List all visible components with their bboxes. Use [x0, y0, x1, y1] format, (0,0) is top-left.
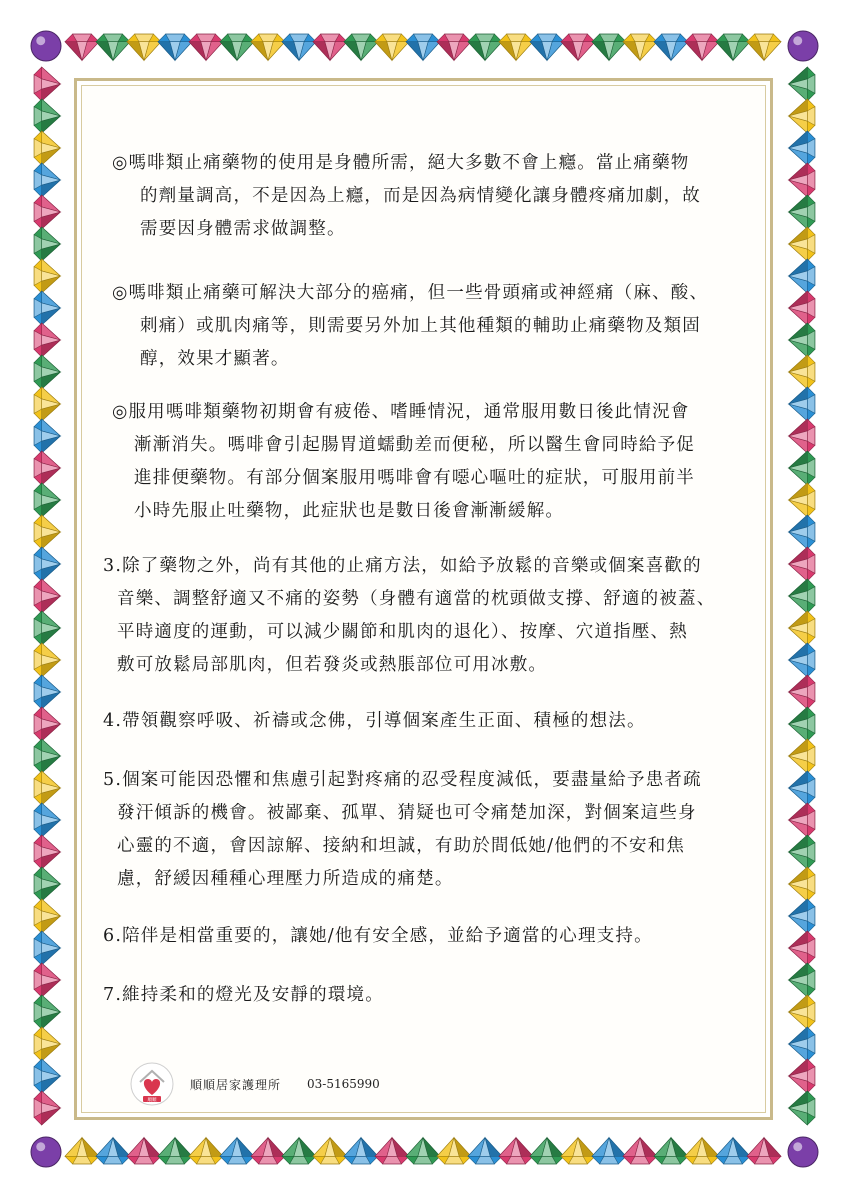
paragraph-line: ◎嗎啡類止痛藥物的使用是身體所需，絕大多數不會上癮。當止痛藥物 — [112, 147, 752, 180]
paragraph-p8 — [103, 979, 753, 1012]
paragraph-line: 7.維持柔和的燈光及安靜的環境。 — [103, 979, 753, 1012]
paragraph-p2 — [112, 277, 752, 376]
paragraph-marker: ◎ — [112, 402, 129, 422]
paragraph-p3 — [112, 396, 752, 528]
paragraph-p1 — [112, 147, 752, 246]
paragraph-line: ◎嗎啡類止痛藥可解決大部分的癌痛，但一些骨頭痛或神經痛（麻、酸、 — [112, 277, 752, 310]
paragraph-line: 音樂、調整舒適又不痛的姿勢（身體有適當的枕頭做支撐、舒適的被蓋、 — [117, 589, 716, 609]
paragraph-p4 — [103, 550, 753, 682]
paragraph-line: 平時適度的運動，可以減少關節和肌肉的退化）、按摩、穴道指壓、熱 — [117, 622, 688, 642]
paragraph-line: 的劑量調高，不是因為上癮，而是因為病情變化讓身體疼痛加劇，故 — [140, 186, 701, 206]
org-phone: 03-5165990 — [307, 1077, 380, 1091]
paragraph-p5 — [103, 705, 753, 738]
paragraph-line: 小時先服止吐藥物，此症狀也是數日後會漸漸緩解。 — [134, 501, 565, 521]
paragraph-line: 心靈的不適，會因諒解、接納和坦誠，有助於間低她/他們的不安和焦 — [117, 836, 686, 856]
paragraph-line: 慮，舒緩因種種心理壓力所造成的痛楚。 — [117, 869, 454, 889]
paragraph-marker: 6. — [103, 926, 123, 946]
paragraph-line: 需要因身體需求做調整。 — [140, 219, 346, 239]
paragraph-line: 6.陪伴是相當重要的，讓她/他有安全感，並給予適當的心理支持。 — [103, 920, 753, 953]
paragraph-marker: ◎ — [112, 283, 129, 303]
paragraph-line: 3.除了藥物之外，尚有其他的止痛方法，如給予放鬆的音樂或個案喜歡的 — [103, 550, 753, 583]
paragraph-line: 5.個案可能因恐懼和焦慮引起對疼痛的忍受程度減低，要盡量給予患者疏 — [103, 764, 753, 797]
paragraph-p7 — [103, 920, 753, 953]
paragraph-p6 — [103, 764, 753, 896]
paragraph-line: 漸漸消失。嗎啡會引起腸胃道蠕動差而便秘，所以醫生會同時給予促 — [134, 435, 695, 455]
org-name: 順順居家護理所 — [190, 1077, 282, 1092]
paragraph-line: 刺痛）或肌肉痛等，則需要另外加上其他種類的輔助止痛藥物及類固 — [140, 316, 701, 336]
paragraph-line: 敷可放鬆局部肌肉，但若發炎或熱脹部位可用冰敷。 — [117, 655, 548, 675]
paragraph-line: 發汗傾訴的機會。被鄙棄、孤單、猜疑也可令痛楚加深，對個案這些身 — [117, 803, 697, 823]
paragraph-line: 進排便藥物。有部分個案服用嗎啡會有噁心嘔吐的症狀，可服用前半 — [134, 468, 695, 488]
paragraph-line: ◎服用嗎啡類藥物初期會有疲倦、嗜睡情況，通常服用數日後此情況會 — [112, 396, 752, 429]
heart-house-logo-icon — [130, 1062, 174, 1106]
paragraph-marker: 7. — [103, 985, 123, 1005]
paragraph-marker: 4. — [103, 711, 123, 731]
paragraph-marker: ◎ — [112, 153, 129, 173]
logo-text: 順順 — [147, 1098, 157, 1103]
footer — [130, 1062, 380, 1106]
paragraph-marker: 5. — [103, 770, 123, 790]
paragraph-line: 醇，效果才顯著。 — [140, 349, 290, 369]
paragraph-line: 4.帶領觀察呼吸、祈禱或念佛，引導個案產生正面、積極的想法。 — [103, 705, 753, 738]
paragraph-marker: 3. — [103, 556, 123, 576]
